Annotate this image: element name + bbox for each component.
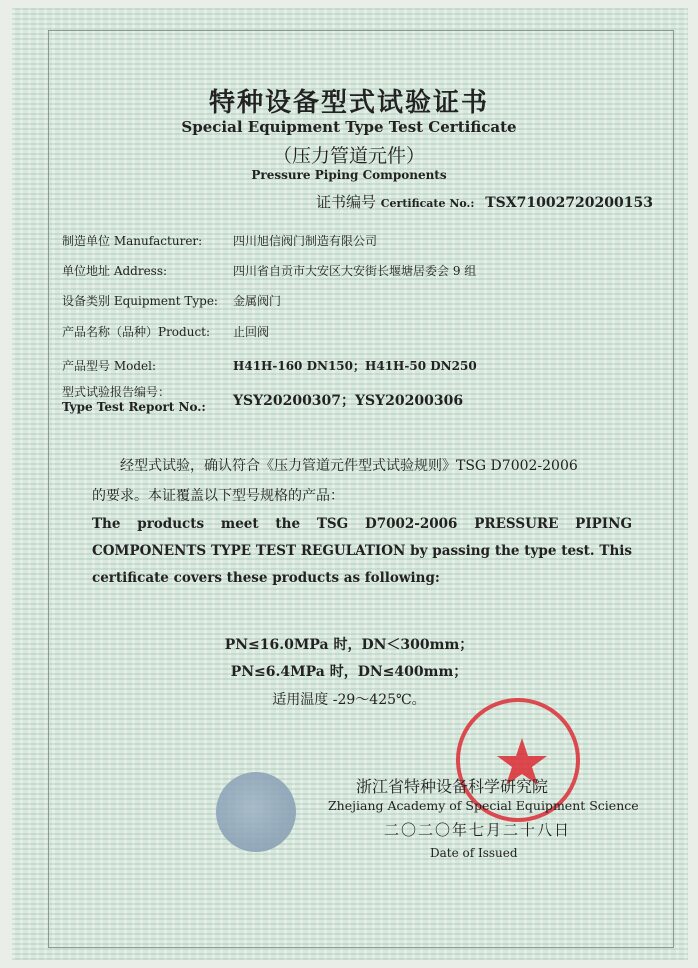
- address-label: 单位地址 Address:: [62, 264, 168, 278]
- title-cn: 特种设备型式试验证书: [208, 88, 489, 118]
- model-value: H41H-160 DN150；H41H-50 DN250: [233, 359, 477, 373]
- subtitle-en: Pressure Piping Components: [251, 168, 447, 182]
- manufacturer-label: 制造单位 Manufacturer:: [62, 234, 203, 248]
- certificate-number: TSX71002720200153: [485, 195, 653, 211]
- report-value: YSY20200307；YSY20200306: [233, 393, 464, 409]
- address-value: 四川省自贡市大安区大安街长堰塘居委会 9 组: [233, 264, 477, 278]
- equipment-type-value: 金属阀门: [233, 294, 282, 308]
- certificate-label-cn: 证书编号: [316, 193, 377, 211]
- subtitle-cn: （压力管道元件）: [272, 145, 425, 167]
- issuer-en: Zhejiang Academy of Special Equipment Science: [328, 798, 639, 813]
- spec-line-1: PN≤16.0MPa 时，DN＜300mm；: [224, 637, 474, 653]
- product-label: 产品名称（品种）Product:: [62, 325, 211, 339]
- manufacturer-value: 四川旭信阀门制造有限公司: [233, 234, 378, 248]
- equipment-type-label: 设备类别 Equipment Type:: [62, 294, 218, 308]
- title-en: Special Equipment Type Test Certificate: [181, 118, 517, 136]
- spec-line-2: PN≤6.4MPa 时，DN≤400mm；: [230, 664, 468, 680]
- statement-cn-line2: 的要求。本证覆盖以下型号规格的产品：: [92, 488, 344, 504]
- embossed-seal: [216, 772, 296, 852]
- certificate-number-row: [316, 191, 653, 212]
- report-label-en: Type Test Report No.:: [62, 400, 206, 414]
- statement-en: The products meet the TSG D7002-2006 PRESSURE PIPING COMPONENTS TYPE TEST REGULATION by passing the type test. This certificate covers these products as following:: [92, 516, 632, 586]
- product-value: 止回阀: [233, 325, 270, 339]
- issue-date-label: Date of Issued: [430, 846, 518, 860]
- issuer-cn: 浙江省特种设备科学研究院: [356, 777, 549, 796]
- spec-line-3: 适用温度 -29～425℃。: [272, 692, 426, 708]
- report-label-cn: 型式试验报告编号：: [62, 385, 171, 399]
- model-label: 产品型号 Model:: [62, 359, 156, 373]
- certificate-label-en: Certificate No.:: [380, 197, 475, 210]
- issue-date-cn: 二〇二〇年七月二十八日: [384, 821, 572, 839]
- statement-cn-line1: 经型式试验，确认符合《压力管道元件型式试验规则》TSG D7002-2006: [120, 458, 578, 474]
